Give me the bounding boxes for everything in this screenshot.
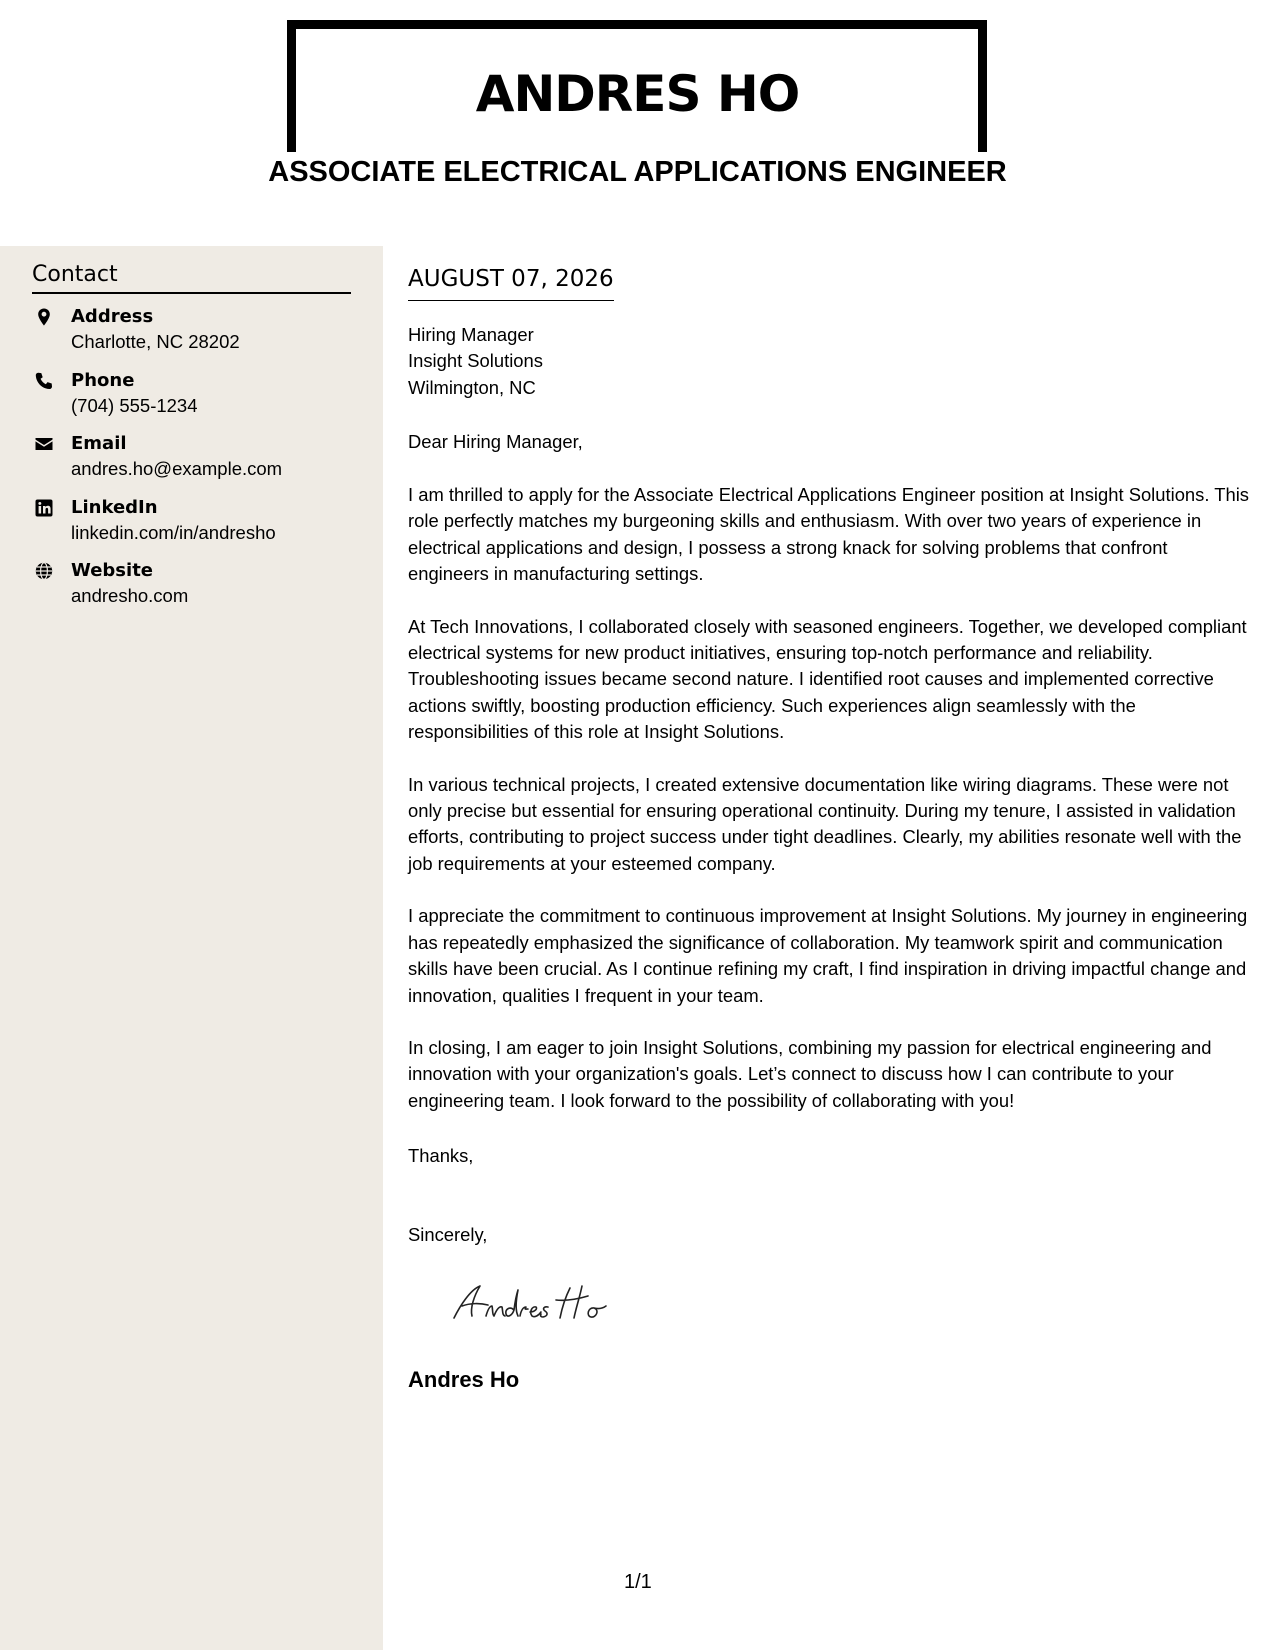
candidate-name: ANDRES HO — [475, 65, 800, 123]
signer-name: Andres Ho — [408, 1367, 520, 1392]
recipient-block — [408, 322, 1253, 401]
contact-label-linkedin: LinkedIn — [71, 496, 158, 518]
contact-label-phone: Phone — [71, 369, 135, 391]
letter-paragraph: I am thrilled to apply for the Associate Electrical Applications Engineer position at Insight Solutions. This role perfectly matches my burgeoning skills and enthusiasm. With over two years of experience in electrical applications and design, I possess a strong knack for solving problems that confront engineers in manufacturing settings. — [408, 484, 1249, 585]
recipient-line: Wilmington, NC — [408, 376, 536, 398]
contact-heading: Contact — [32, 260, 351, 294]
recipient-line: Insight Solutions — [408, 350, 543, 372]
letter-paragraph: In various technical projects, I created extensive documentation like wiring diagrams. These were not only precise but essential for ensuring operational continuity. During my tenure, I assisted in validation efforts, contributing to project success under tight deadlines. Clearly, my abilities resonate well with the job requirements at your esteemed company. — [408, 773, 1242, 874]
closing-line: Sincerely, — [408, 1224, 488, 1245]
letter-date: AUGUST 07, 2026 — [408, 264, 614, 301]
contact-item-phone — [32, 368, 362, 432]
contact-sidebar — [0, 246, 383, 1650]
location-pin-icon — [34, 307, 54, 327]
job-title — [0, 152, 1275, 192]
linkedin-icon — [34, 498, 54, 518]
phone-icon — [34, 371, 54, 391]
contact-value-linkedin[interactable]: linkedin.com/in/andresho — [71, 521, 276, 543]
contact-item-website — [32, 558, 362, 622]
page-number: 1/1 — [624, 1571, 652, 1593]
handwritten-signature — [448, 1276, 648, 1326]
letter-paragraph: In closing, I am eager to join Insight Solutions, combining my passion for electrical engineering and innovation with your organization's goals. Let’s connect to discuss how I can contribute to your engineering team. I look forward to the possibility of collaborating with you! — [408, 1036, 1212, 1111]
letter-paragraph: I appreciate the commitment to continuous improvement at Insight Solutions. My journey in engineering has repeatedly emphasized the significance of collaboration. My teamwork spirit and communication skills have been crucial. As I continue refining my craft, I find inspiration in driving impactful change and innovation, qualities I frequent in your team. — [408, 905, 1248, 1006]
thanks-line: Thanks, — [408, 1145, 474, 1166]
envelope-icon — [34, 434, 54, 454]
contact-list — [32, 304, 362, 622]
contact-label-address: Address — [71, 306, 154, 327]
recipient-line: Hiring Manager — [408, 324, 534, 345]
contact-item-email — [32, 431, 362, 495]
letter-paragraphs — [408, 482, 1253, 1140]
job-title-text: ASSOCIATE ELECTRICAL APPLICATIONS ENGINEER — [262, 156, 1012, 188]
contact-value-address: Charlotte, NC 28202 — [71, 331, 240, 352]
contact-value-website[interactable]: andresho.com — [71, 585, 189, 606]
contact-value-phone: (704) 555-1234 — [71, 394, 198, 416]
contact-value-email[interactable]: andres.ho@example.com — [71, 458, 283, 479]
contact-label-website: Website — [71, 560, 154, 581]
globe-icon — [34, 561, 54, 581]
contact-item-address — [32, 304, 362, 368]
contact-label-email: Email — [71, 433, 127, 454]
salutation: Dear Hiring Manager, — [408, 431, 583, 452]
letter-paragraph: At Tech Innovations, I collaborated closely with seasoned engineers. Together, we developed compliant electrical systems for new product initiatives, ensuring top-notch performance and reliability. Troubleshooting issues became second nature. I identified root causes and implemented corrective actions swiftly, boosting production efficiency. Such experiences align seamlessly with the responsibilities of this role at Insight Solutions. — [408, 615, 1247, 743]
contact-item-linkedin — [32, 495, 362, 559]
